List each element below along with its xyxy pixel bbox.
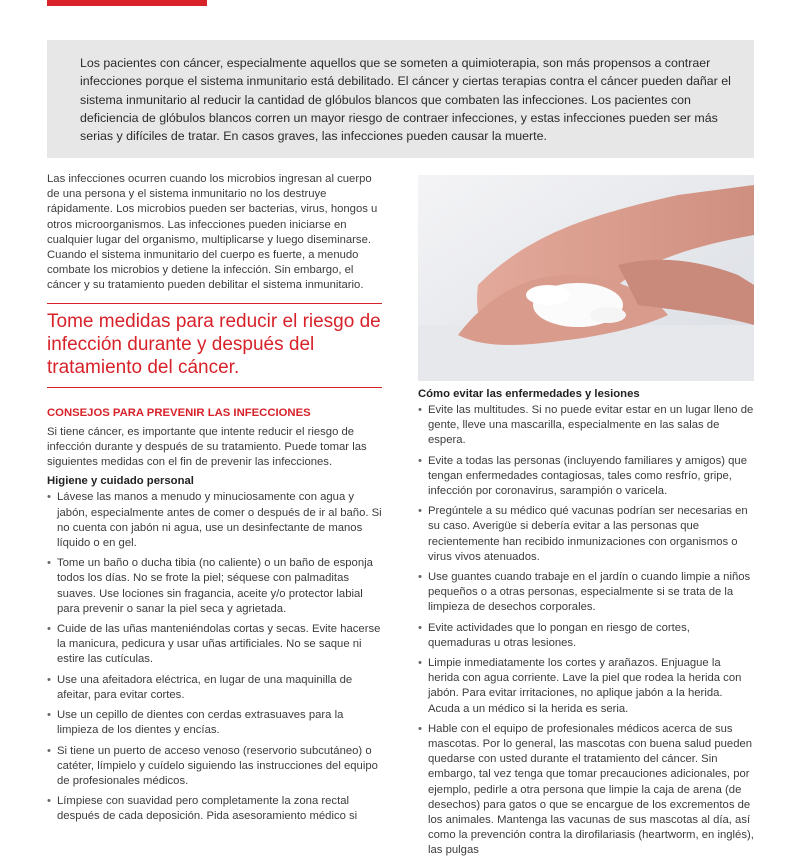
list-item: • Lávese las manos a menudo y minuciosamente con agua y jabón, especialmente antes de comer o después de ir al baño. Si no cuenta con jabón ni agua, use un desinfectante de manos líquido o en gel.: [47, 491, 382, 550]
bullet-icon: •: [47, 623, 51, 636]
bullet-icon: •: [47, 491, 51, 504]
hygiene-subhead: Higiene y cuidado personal: [47, 475, 194, 488]
bullet-icon: •: [47, 673, 51, 686]
list-item: • Use un cepillo de dientes con cerdas extrasuaves para la limpieza de los dientes y encías.: [47, 709, 344, 737]
top-accent-bar: [47, 0, 207, 6]
bullet-icon: •: [418, 454, 422, 467]
list-item: • Evite las multitudes. Si no puede evitar estar en un lugar lleno de gente, lleve una mascarilla, especialmente en las salas de espera.: [418, 404, 754, 447]
pull-quote: [47, 303, 382, 388]
bullet-icon: •: [47, 795, 51, 808]
hands-washing-image: [418, 175, 754, 381]
pull-quote-text: Tome medidas para reducir el riesgo de infección durante y después del tratamiento del cáncer.: [47, 310, 381, 379]
list-item: • Si tiene un puerto de acceso venoso (reservorio subcutáneo) o catéter, límpielo y cuídelo siguiendo las instrucciones del equipo de profesionales médicos.: [47, 744, 378, 787]
avoid-illness-subhead: Cómo evitar las enfermedades y lesiones: [418, 388, 640, 400]
list-item: • Evite a todas las personas (incluyendo familiares y amigos) que tengan enfermedades contagiosas, tales como resfrío, gripe, infección por coronavirus, sarampión o varicela.: [418, 454, 747, 498]
list-item: • Evite actividades que lo pongan en riesgo de cortes, quemaduras u otras lesiones.: [418, 621, 690, 649]
list-item: • Tome un baño o ducha tibia (no caliente) o un baño de esponja todos los días. No se frote la piel; séquese con palmaditas suaves. Use lociones sin fragancia, aceite y/o protector labial para prevenir o sanar la piel seca y agrietada.: [47, 557, 373, 615]
list-item: • Use una afeitadora eléctrica, en lugar de una maquinilla de afeitar, para evitar cortes.: [47, 673, 353, 701]
section-title: CONSEJOS PARA PREVENIR LAS INFECCIONES: [47, 406, 311, 419]
intro-text: Los pacientes con cáncer, especialmente aquellos que se someten a quimioterapia, son más propensos a contraer infecciones porque el sistema inmunitario está debilitado. El cáncer y ciertas terapias contra el cáncer pueden dañar el sistema inmunitario al reducir la cantidad de glóbulos blancos que combaten las infecciones. Los pacientes con deficiencia de glóbulos blancos corren un mayor riesgo de contraer infecciones, y estas infecciones pueden ser más serias y difíciles de tratar. En casos graves, las infecciones pueden causar la muerte.: [80, 56, 731, 144]
bullet-icon: •: [418, 404, 422, 416]
section-intro: Si tiene cáncer, es importante que intente reducir el riesgo de infección durante y después de su tratamiento. Puede tomar las siguientes medidas con el fin de prevenir las infecciones.: [47, 425, 367, 469]
bullet-icon: •: [418, 621, 422, 634]
infection-paragraph: Las infecciones ocurren cuando los microbios ingresan al cuerpo de una persona y el sistema inmunitario no los destruye rápidamente. Los microbios pueden ser bacterias, virus, hongos u otros microorganismos. Las infecciones pueden iniciarse en cualquier lugar del organismo, multiplicarse y luego diseminarse. Cuando el sistema inmunitario del cuerpo es fuerte, a menudo combate los microbios y detiene la infección. Sin embargo, el cáncer y su tratamiento pueden debilitar el sistema inmunitario.: [47, 173, 378, 292]
bullet-icon: •: [47, 557, 51, 570]
bullet-icon: •: [418, 505, 422, 518]
list-item: • Pregúntele a su médico qué vacunas podrían ser necesarias en su caso. Averigüe si debería evitar a las personas que recientemente han recibido inmunizaciones con organismos o virus vivos atenuados.: [418, 505, 748, 563]
list-item: • Cuide de las uñas manteniéndolas cortas y secas. Evite hacerse la manicura, pedicura y usar uñas artificiales. No se saque ni estire las cutículas.: [47, 623, 381, 666]
bullet-icon: •: [418, 657, 422, 670]
bullet-icon: •: [47, 709, 51, 722]
list-item: • Límpiese con suavidad pero completamente la zona rectal después de cada deposición. Pida asesoramiento médico si: [47, 795, 358, 823]
hands-washing-photo: [418, 175, 754, 381]
hygiene-list: [47, 490, 382, 824]
list-item: • Hable con el equipo de profesionales médicos acerca de sus mascotas. Por lo general, las mascotas con buena salud pueden quedarse con usted durante el tratamiento del cáncer. Sin embargo, tal vez tenga que tomar precauciones adicionales, por ejemplo, pedirle a otra persona que limpie la caja de arena (de desechos) para gatos o que se encargue de los excrementos de los animales. Mantenga las vacunas de sus mascotas al día, así como la prevención contra la dirofilariasis (heartworm, en inglés), las pulgas: [418, 722, 754, 857]
list-item: • Limpie inmediatamente los cortes y arañazos. Enjuague la herida con agua corriente. Lave la piel que rodea la herida con jabón. Para evitar irritaciones, no aplique jabón a la herida. Acuda a un médico si la herida es seria.: [418, 657, 742, 715]
list-item: • Use guantes cuando trabaje en el jardín o cuando limpie a niños pequeños o a otras personas, especialmente si se trata de la limpieza de desechos corporales.: [418, 571, 751, 614]
right-column: [418, 388, 754, 864]
intro-highlight-box: [47, 40, 754, 158]
bullet-icon: •: [47, 744, 51, 757]
avoid-illness-list: [418, 403, 754, 859]
left-column: [47, 172, 382, 830]
bullet-icon: •: [418, 722, 422, 735]
bullet-icon: •: [418, 571, 422, 584]
